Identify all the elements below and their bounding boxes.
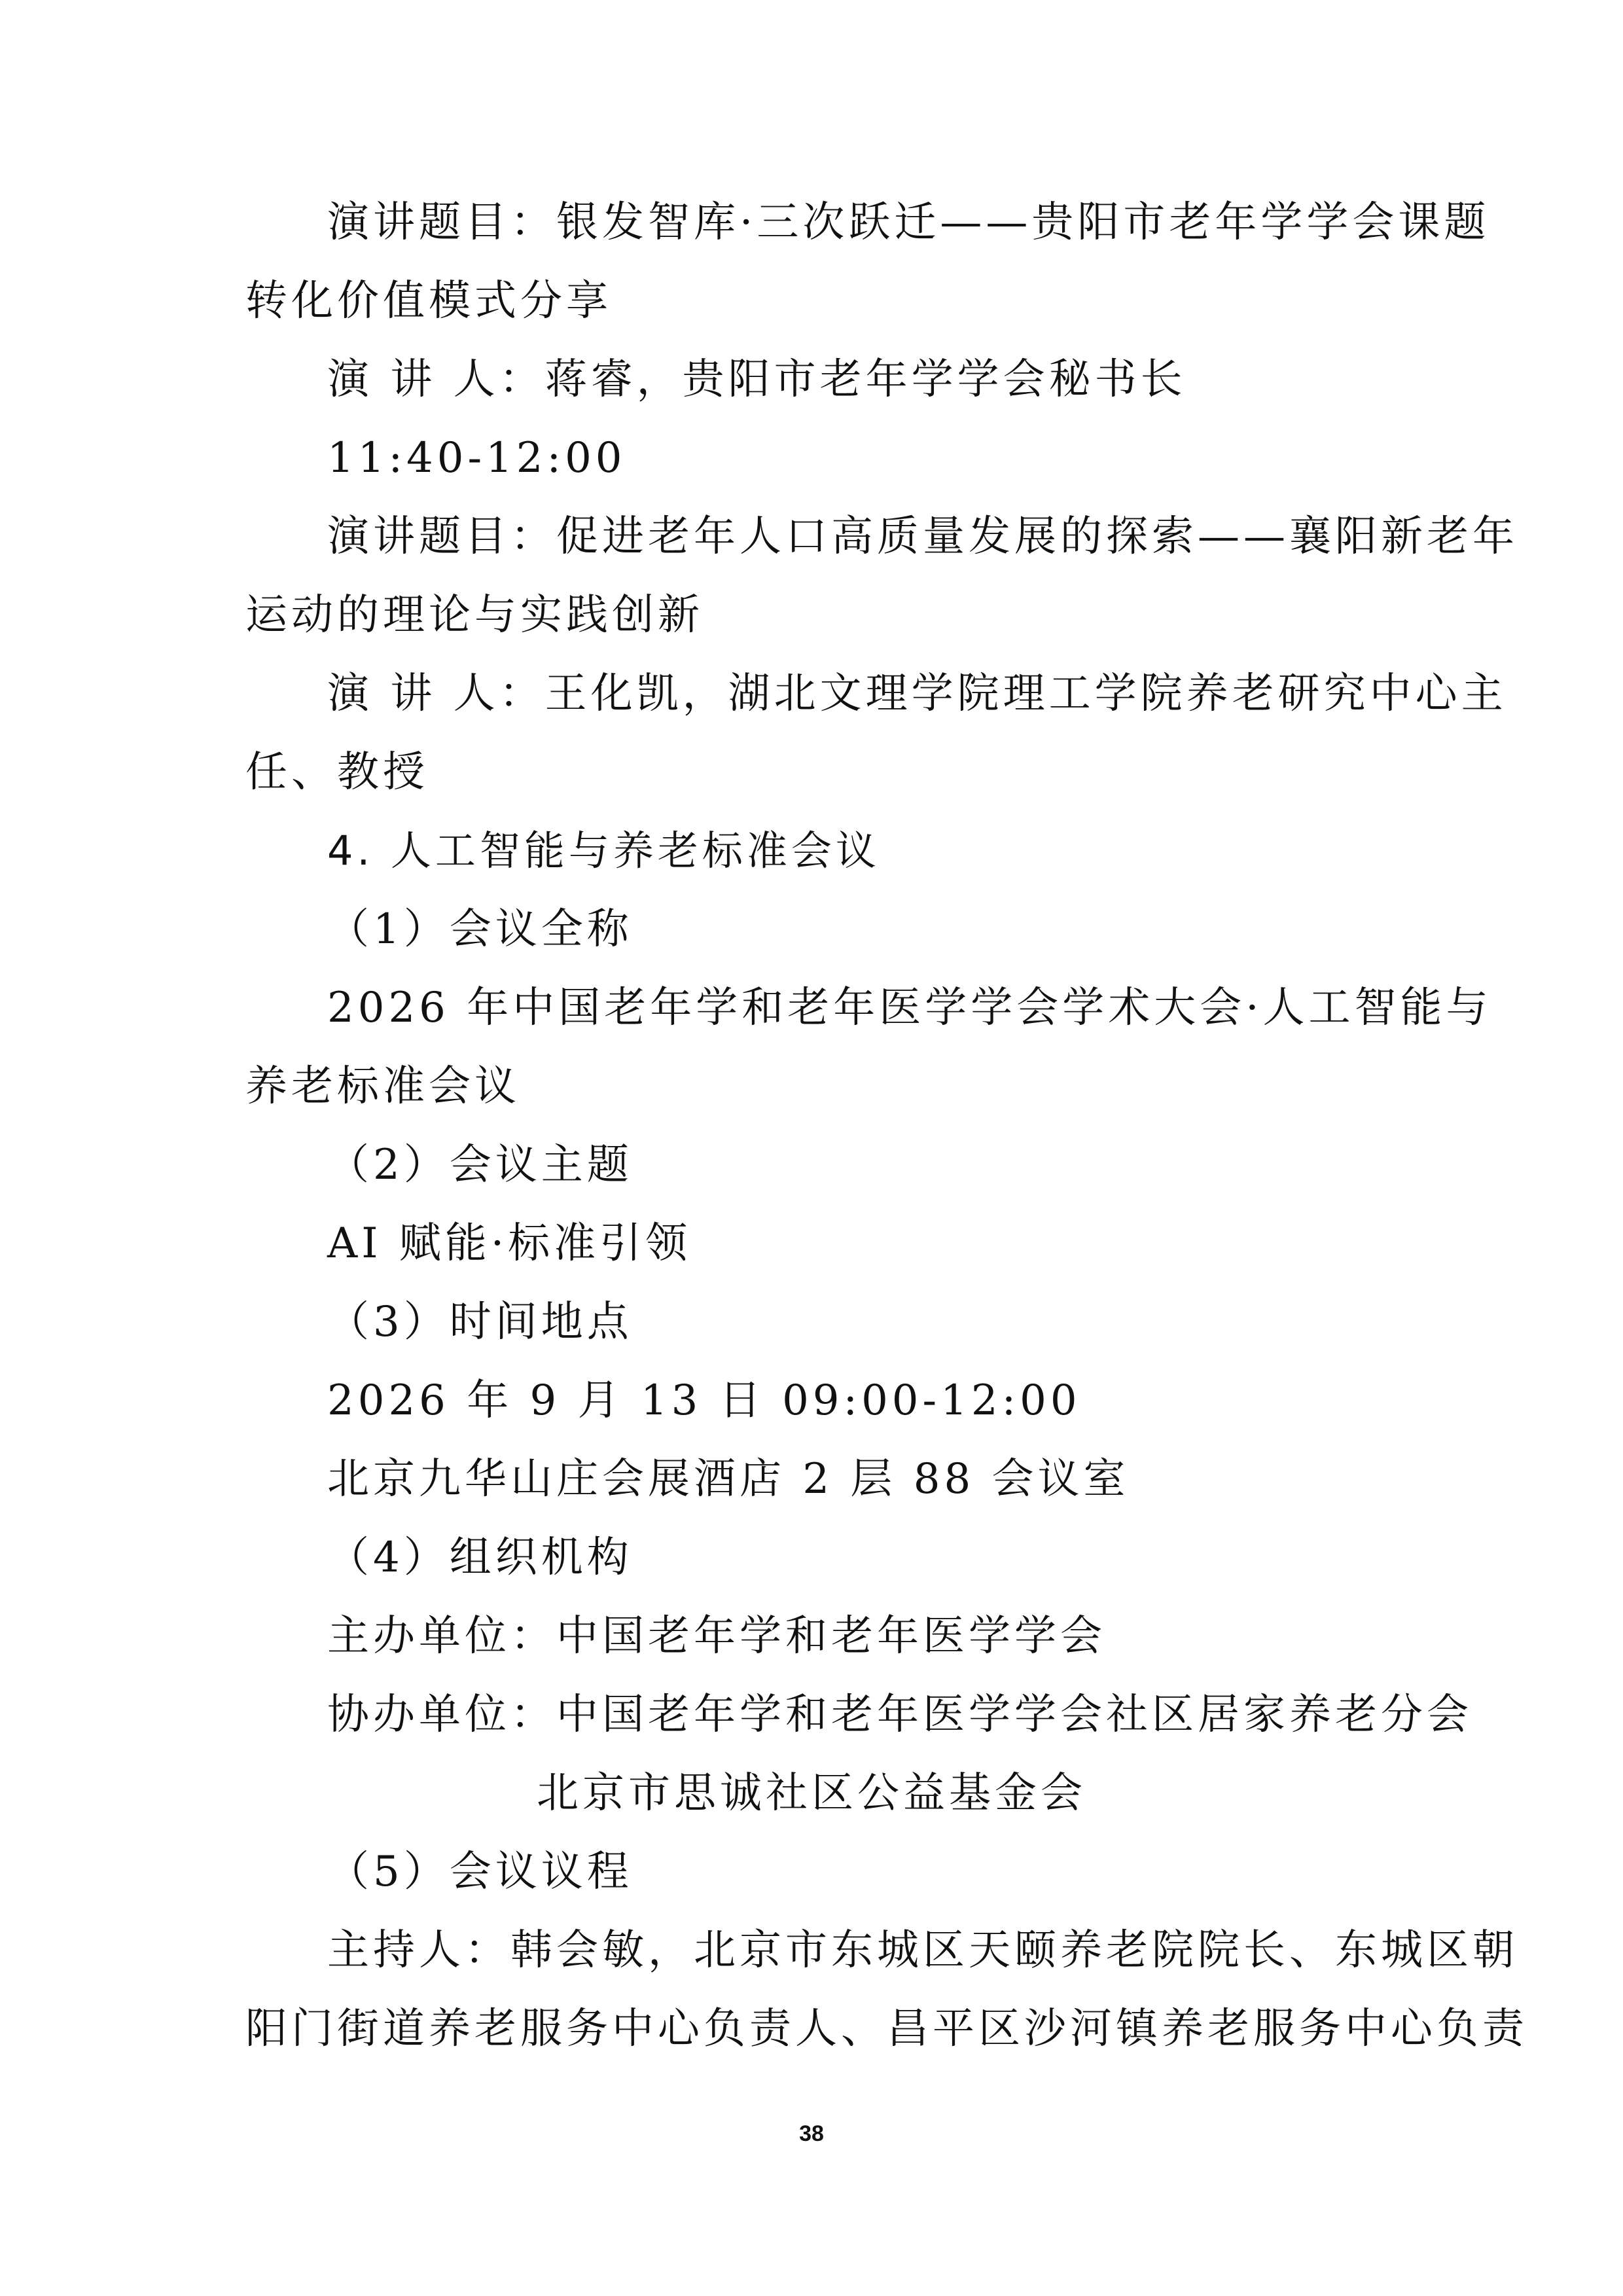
meeting-location: 北京九华山庄会展酒店 2 层 88 会议室 (327, 1455, 1130, 1503)
host-organization: 主办单位：中国老年学和老年医学学会 (327, 1612, 1106, 1660)
speech-title-2-line-2: 运动的理论与实践创新 (245, 591, 704, 639)
subsection-agenda: （5）会议议程 (327, 1848, 633, 1896)
meeting-full-name-line-1: 2026 年中国老年学和老年医学学会学术大会·人工智能与 (327, 984, 1492, 1032)
subsection-full-name: （1）会议全称 (327, 905, 633, 954)
subsection-organizers: （4）组织机构 (327, 1534, 633, 1582)
speech-title-1-line-1: 演讲题目：银发智库·三次跃迁——贵阳市老年学学会课题 (327, 198, 1490, 247)
speaker-1: 演 讲 人：蒋睿，贵阳市老年学学会秘书长 (327, 355, 1186, 404)
subsection-theme: （2）会议主题 (327, 1141, 633, 1189)
time-slot: 11:40-12:00 (327, 434, 626, 482)
meeting-date-time: 2026 年 9 月 13 日 09:00-12:00 (327, 1376, 1081, 1425)
moderator-line-1: 主持人：韩会敏，北京市东城区天颐养老院院长、东城区朝 (327, 1926, 1518, 1975)
moderator-line-2: 阳门街道养老服务中心负责人、昌平区沙河镇养老服务中心负责 (245, 2005, 1528, 2053)
speech-title-1-line-2: 转化价值模式分享 (245, 277, 612, 325)
meeting-full-name-line-2: 养老标准会议 (245, 1062, 520, 1111)
co-organizer-2: 北京市思诚社区公益基金会 (537, 1769, 1086, 1818)
subsection-time-place: （3）时间地点 (327, 1298, 633, 1346)
meeting-theme: AI 赋能·标准引领 (327, 1219, 692, 1268)
speech-title-2-line-1: 演讲题目：促进老年人口高质量发展的探索——襄阳新老年 (327, 512, 1518, 561)
co-organizer-1: 协办单位：中国老年学和老年医学学会社区居家养老分会 (327, 1691, 1472, 1739)
speaker-2-line-2: 任、教授 (245, 748, 429, 797)
section-heading: 4. 人工智能与养老标准会议 (327, 827, 880, 874)
page-number: 38 (799, 2121, 824, 2146)
speaker-2-line-1: 演 讲 人：王化凯，湖北文理学院理工学院养老研究中心主 (327, 670, 1507, 718)
